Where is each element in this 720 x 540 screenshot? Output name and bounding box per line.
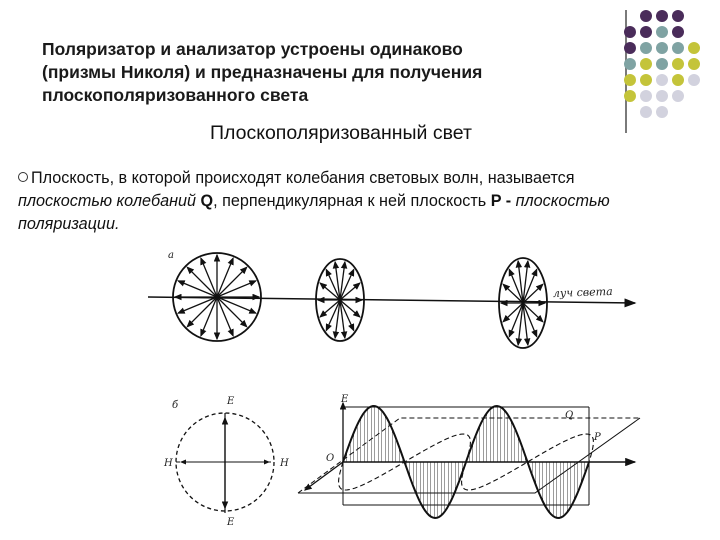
para-text-2: , перпендикулярная к ней плоскость xyxy=(213,192,491,210)
oscillation-vector-arrow xyxy=(320,283,340,300)
beam-label: луч света xyxy=(552,284,613,300)
term-oscillation-plane: плоскостью колебаний xyxy=(18,192,201,210)
oscillation-vector-arrow xyxy=(340,283,360,300)
label-e-top: E xyxy=(227,396,235,407)
oscillation-vector-arrow xyxy=(523,303,543,322)
panel-a-label: а xyxy=(168,250,174,261)
symbol-q: Q xyxy=(200,192,214,210)
panel-b-circle xyxy=(163,396,289,528)
para-text-1: Плоскость, в которой происходят колебания световых волн, называется xyxy=(31,169,575,187)
wave-label-q: Q xyxy=(565,410,574,421)
oscillation-vector-arrow xyxy=(503,284,523,303)
panel-a xyxy=(148,250,635,348)
oscillation-vector-arrow xyxy=(340,300,360,317)
label-h-right: H xyxy=(280,458,289,469)
panel-b-wave xyxy=(298,394,640,518)
h-axis-arrow xyxy=(305,462,343,490)
analyzer-vectors xyxy=(501,261,545,345)
oscillation-vector-arrow xyxy=(187,297,217,327)
title-line-1: Поляризатор и анализатор устроены одинаково xyxy=(42,39,463,59)
panel-b-label: б xyxy=(172,400,179,411)
oscillation-vector-arrow xyxy=(503,303,523,322)
unpolarized-vectors xyxy=(175,255,259,339)
oscillation-vector-arrow xyxy=(320,300,340,317)
label-h-left: H xyxy=(164,458,173,469)
wave-label-origin: O xyxy=(326,453,335,464)
wave-label-e: E xyxy=(341,394,349,405)
oscillation-vector-arrow xyxy=(187,267,217,297)
polarizer-vectors xyxy=(318,262,362,338)
section-subtitle: Плоскополяризованный свет xyxy=(210,122,472,144)
symbol-p: P - xyxy=(490,192,512,210)
title-line-3: плоскополяризованного света xyxy=(42,85,309,105)
oscillation-vector-arrow xyxy=(523,284,543,303)
title-line-2: (призмы Николя) и предназначены для получения xyxy=(42,62,483,82)
oscillation-vector-arrow xyxy=(217,267,247,297)
wave-label-p: P xyxy=(594,432,601,443)
term-polarization-plane: плоскостью поляризации. xyxy=(18,192,610,233)
label-e-bottom: E xyxy=(227,517,235,528)
oscillation-vector-arrow xyxy=(217,297,247,327)
